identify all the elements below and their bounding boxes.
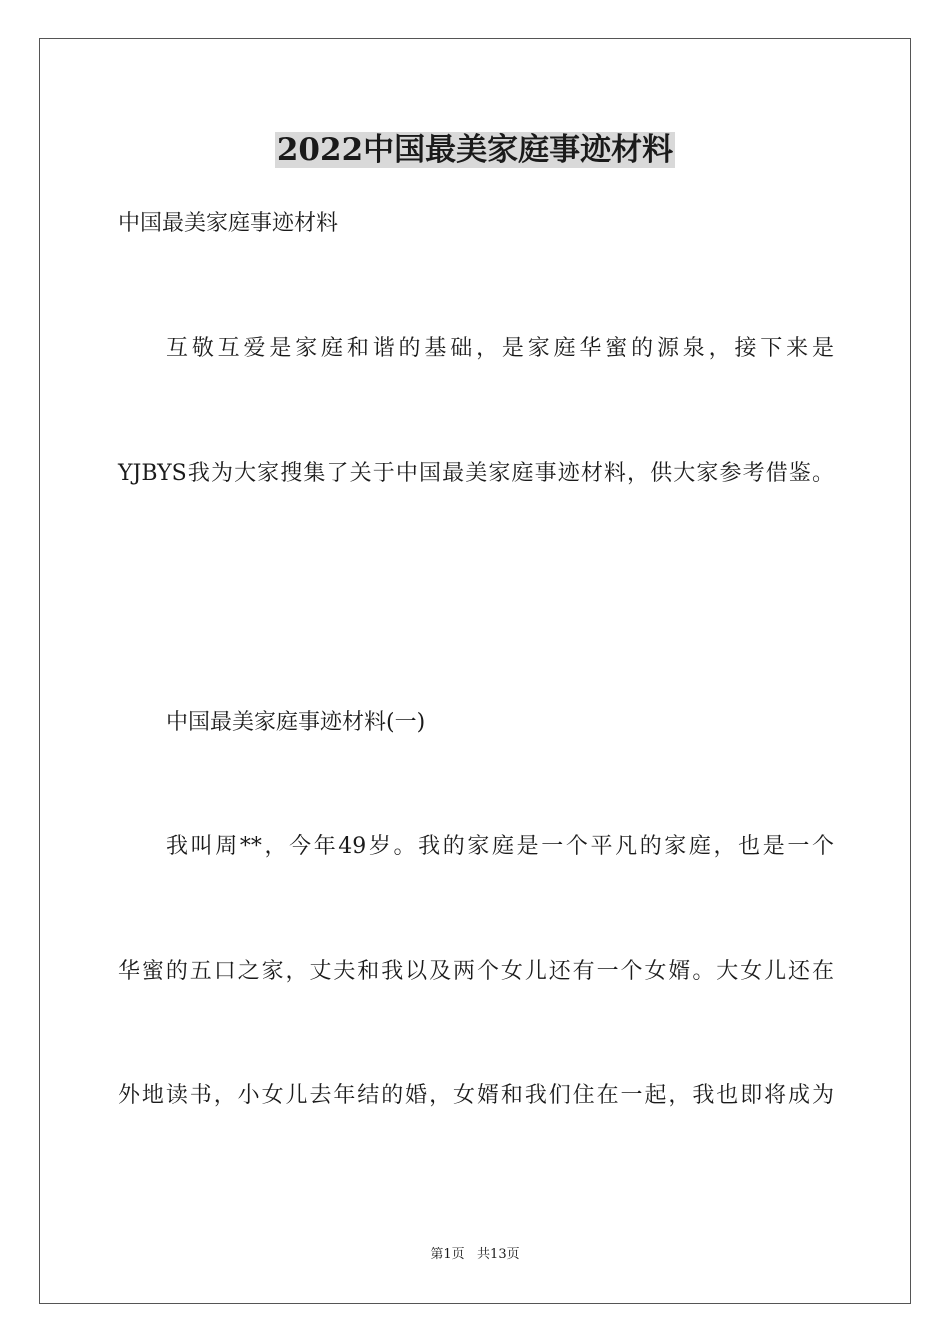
section-heading: 中国最美家庭事迹材料(一)	[166, 710, 426, 735]
body-paragraph-line-1: 我叫周**，今年49岁。我的家庭是一个平凡的家庭，也是一个	[166, 834, 834, 859]
page-number-text: 第1页 共13页	[430, 1247, 520, 1262]
document-title-text: 2022中国最美家庭事迹材料	[276, 132, 674, 168]
intro-paragraph-line-1: 互敬互爱是家庭和谐的基础，是家庭华蜜的源泉，接下来是	[166, 336, 834, 361]
intro-paragraph-line-2: YJBYS我为大家搜集了关于中国最美家庭事迹材料，供大家参考借鉴。	[118, 461, 834, 486]
body-paragraph-line-2: 华蜜的五口之家，丈夫和我以及两个女儿还有一个女婿。大女儿还在	[118, 959, 834, 984]
body-paragraph-line-3: 外地读书，小女儿去年结的婚，女婿和我们住在一起，我也即将成为	[118, 1083, 834, 1108]
document-subtitle: 中国最美家庭事迹材料	[118, 211, 339, 236]
page-footer	[0, 1246, 950, 1264]
document-title	[0, 128, 950, 172]
